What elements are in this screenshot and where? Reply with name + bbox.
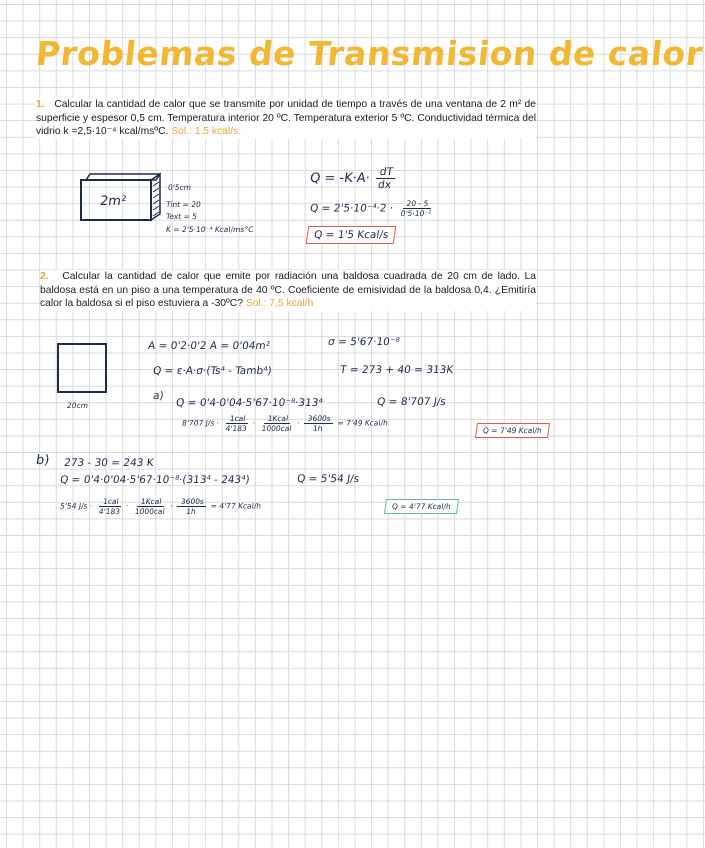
cal-num-b: 1cal <box>99 497 122 507</box>
part-a-calc: Q = 0'4·0'04·5'67·10⁻⁸·313⁴ <box>175 397 324 409</box>
answer-2b-box: Q = 4'77 Kcal/h <box>384 499 459 514</box>
eq2-numerator: 20 - 5 <box>403 199 432 209</box>
cal-den: 4'183 <box>225 424 248 433</box>
time-fraction-b <box>176 497 208 516</box>
tile-size-label: 20cm <box>66 401 89 410</box>
time-num-b: 3600s <box>177 497 207 507</box>
area-calc: A = 0'2·0'2 A = 0'04m² <box>147 340 271 352</box>
time-den: 1h <box>312 424 324 433</box>
kcal-fraction-b <box>131 497 170 516</box>
temperature-kelvin: T = 273 + 40 = 313K <box>339 364 455 376</box>
radiation-formula: Q = ε·A·σ·(Ts⁴ - Tamb⁴) <box>152 365 273 377</box>
kcal-fraction <box>258 414 297 433</box>
part-a-result: Q = 8'707 J/s <box>376 396 447 408</box>
part-b-result: Q = 5'54 J/s <box>296 473 360 485</box>
part-b-temp: 273 - 30 = 243 K <box>63 457 155 469</box>
problem-2-number: 2. <box>40 271 49 282</box>
conv-b-end: = 4'77 Kcal/h <box>210 501 262 511</box>
eq2-fraction <box>397 199 436 218</box>
eq2-denominator: 0'5·10⁻² <box>400 209 432 218</box>
conv-a-end: = 7'49 Kcal/h <box>336 418 389 428</box>
cal-den-b: 4'183 <box>98 507 121 516</box>
problem-2 <box>40 270 536 311</box>
problem-1-number: 1. <box>36 99 45 110</box>
tile-square-drawing <box>57 343 107 393</box>
problem-2-text: Calcular la cantidad de calor que emite por radiación una baldosa cuadrada de 20 cm de lado. La baldosa está en un piso a una temperatura de 40 ºC. Coeficiente de emisividad de la baldosa 0,4. ¿Emitiría calor la baldosa si el piso estuviera a -30ºC? <box>40 271 536 310</box>
kcal-den: 1000cal <box>260 424 293 433</box>
eq1-fraction <box>374 166 397 191</box>
kcal-den-b: 1000cal <box>134 507 166 516</box>
page-title: Problemas de Transmision de calor <box>33 34 705 73</box>
thickness-label: 0'5cm <box>167 183 192 192</box>
work1-eq2 <box>309 199 439 218</box>
part-a-label: a) <box>152 390 165 402</box>
problem-1 <box>36 98 536 139</box>
window-area-label: 2m² <box>98 194 128 209</box>
answer-2a-box: Q = 7'49 Kcal/h <box>475 423 550 438</box>
part-b-conversion: 5'54 J/s · $\frac{\text{1cal}}{4'183}$ · $\frac{\text{1Kcal}}{\text{1000cal}}$ · $\frac{3600s}{1h}$ = 4'77 Kcal/h <box>59 497 262 516</box>
eq1-text: Q = -K·A· <box>308 171 371 186</box>
cal-fraction-b <box>95 497 125 516</box>
k-label: K = 2'5·10⁻⁴ Kcal/ms°C <box>165 225 254 234</box>
eq1-denominator: dx <box>377 179 392 191</box>
eq2-text: Q = 2'5·10⁻⁴·2 · <box>309 202 394 215</box>
tint-label: Tint = 20 <box>165 200 202 209</box>
time-den-b: 1h <box>185 507 197 516</box>
problem-1-solution: Sol.: 1,5 kcal/s. <box>171 126 242 138</box>
part-b-label: b) <box>34 453 51 468</box>
time-num: 3600s <box>304 414 334 424</box>
text-label: Text = 5 <box>165 212 198 221</box>
conv-a-start: 8'707 J/s · <box>181 418 220 428</box>
cal-num: 1cal <box>226 414 249 424</box>
time-fraction <box>303 414 335 433</box>
problem-2-solution: Sol.: 7,5 kcal/h <box>245 298 314 310</box>
kcal-num-b: 1Kcal <box>137 497 165 507</box>
conv-b-start: 5'54 J/s · <box>59 501 93 511</box>
cal-fraction <box>222 414 252 433</box>
sigma-value: σ = 5'67·10⁻⁸ <box>327 336 401 348</box>
answer-1-box: Q = 1'5 Kcal/s <box>306 226 397 244</box>
kcal-num: 1Kcal <box>264 414 292 424</box>
part-b-calc: Q = 0'4·0'04·5'67·10⁻⁸·(313⁴ - 243⁴) <box>59 474 251 486</box>
work1-eq1 <box>308 166 399 191</box>
part-a-conversion: 8'707 J/s · $\frac{\text{1cal}}{4'183}$ · $\frac{\text{1Kcal}}{\text{1000cal}}$ · $\frac{3600s}{1h}$ = 7'49 Kcal/h <box>181 414 389 433</box>
eq1-numerator: dT <box>376 166 397 179</box>
problem-1-text: Calcular la cantidad de calor que se transmite por unidad de tiempo a través de una ventana de 2 m² de superficie y espesor 0,5 cm. Temperatura interior 20 ºC. Temperatura exterior 5 ºC. Conductividad térmica del vidrio k =2,5·10⁻⁴ kcal/msºC. <box>36 99 536 138</box>
